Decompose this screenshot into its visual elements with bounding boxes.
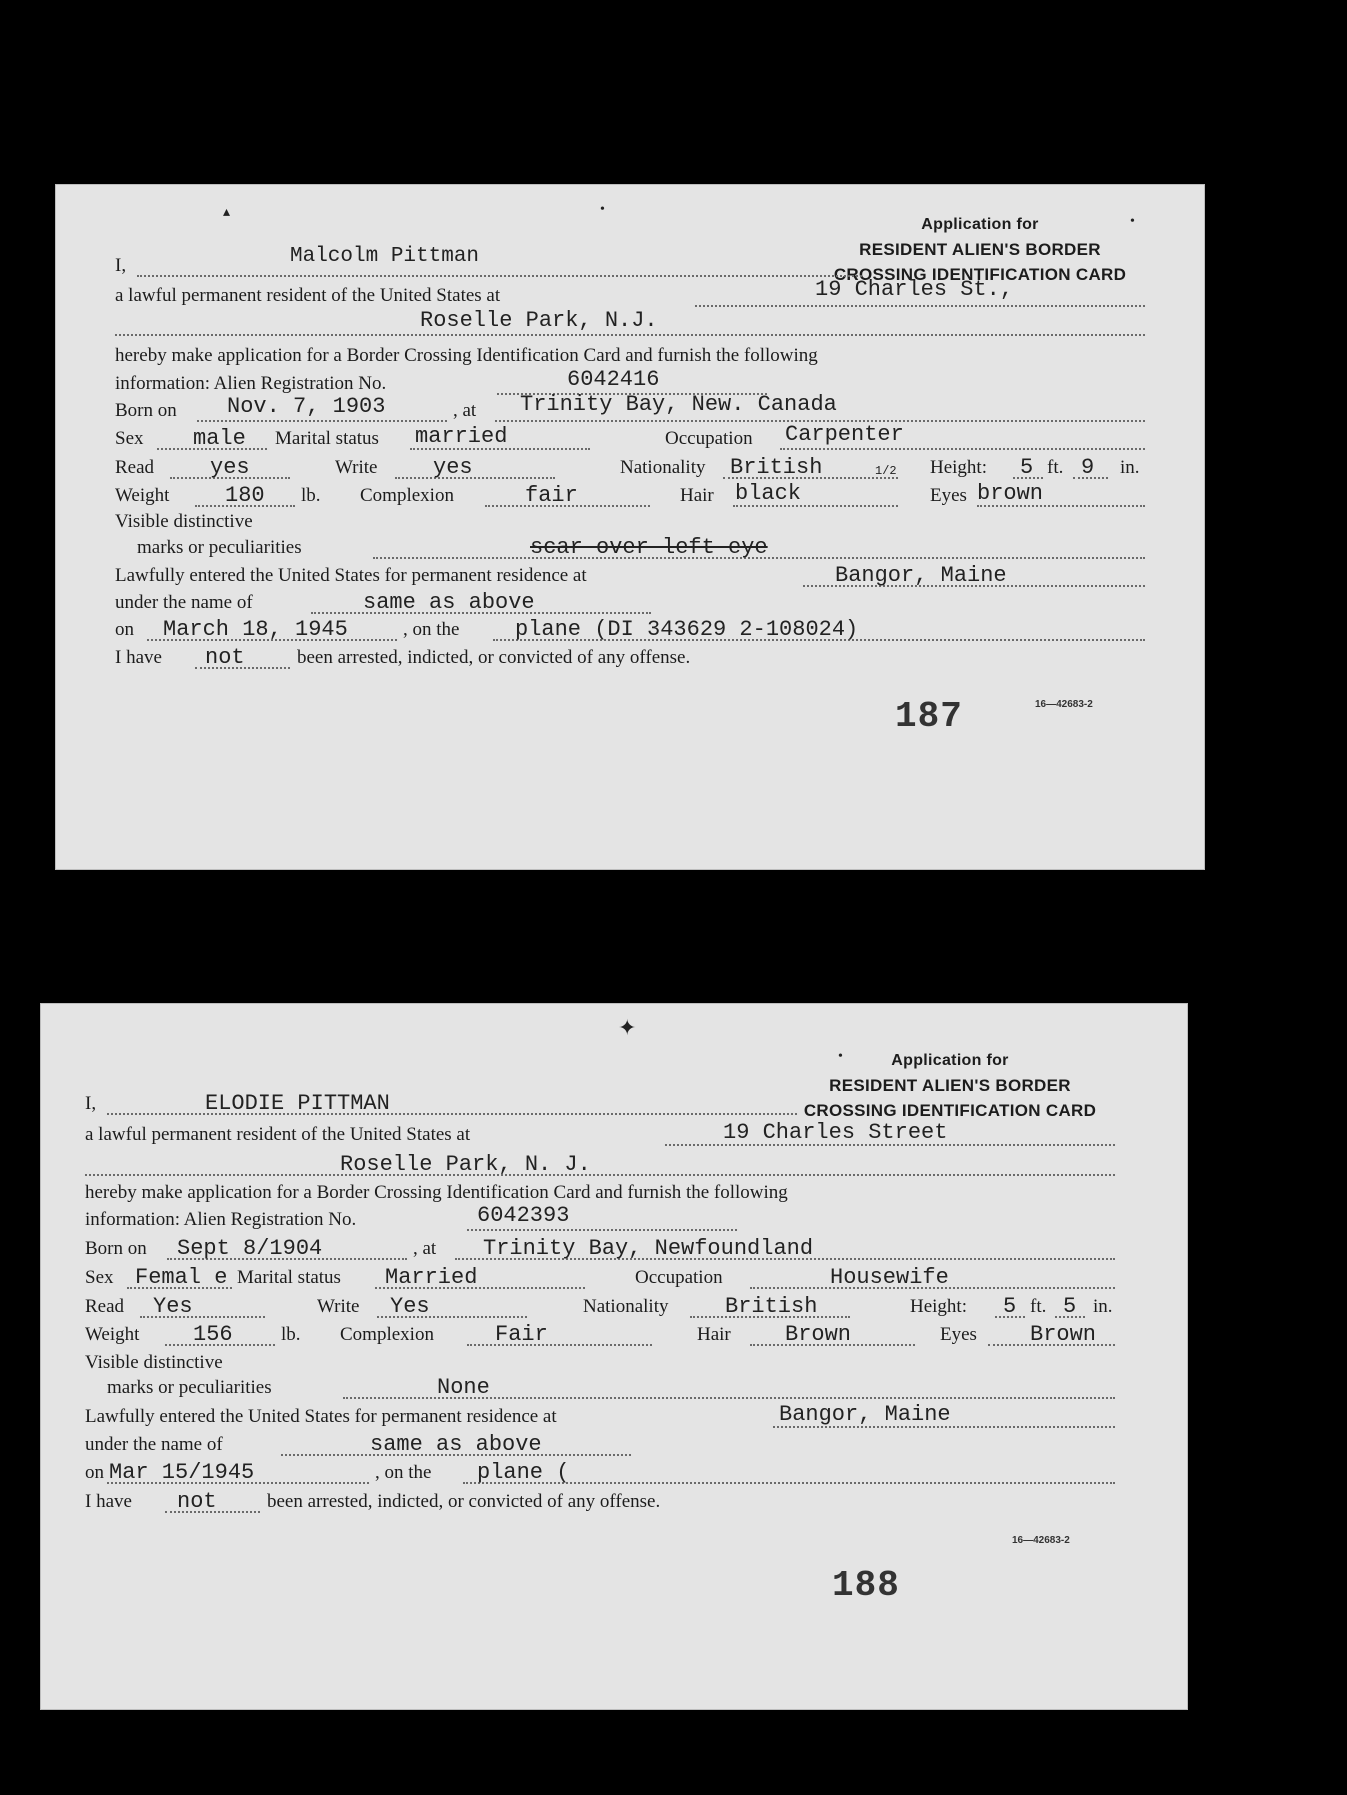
conveyance-value: plane ( <box>477 1460 570 1485</box>
conveyance-value: plane (DI 343629 2-108024) <box>515 617 859 642</box>
address-line-2: Roselle Park, N. J. <box>340 1152 591 1177</box>
stamp-number: 188 <box>832 1565 900 1606</box>
label-sex: Sex <box>115 428 144 449</box>
application-card-187 <box>55 184 1205 870</box>
label-i: I, <box>115 255 127 276</box>
header-line-3: CROSSING IDENTIFICATION CARD <box>803 1101 1097 1120</box>
sex-marital-row <box>115 422 1145 453</box>
occupation-line <box>780 448 1145 450</box>
header-line-2: RESIDENT ALIEN'S BORDER <box>859 240 1101 259</box>
nationality-value: British <box>730 455 823 480</box>
entry-name-value: same as above <box>370 1432 542 1457</box>
born-row <box>85 1235 1115 1263</box>
address-line-2: Roselle Park, N.J. <box>420 308 658 333</box>
label-write: Write <box>317 1296 360 1317</box>
label-read: Read <box>85 1296 125 1317</box>
address-line <box>695 305 1145 307</box>
header-line-2: RESIDENT ALIEN'S BORDER <box>829 1076 1071 1095</box>
label-nationality: Nationality <box>620 457 706 478</box>
address-row-2 <box>115 308 1145 339</box>
address-line-1: 19 Charles Street <box>723 1120 948 1145</box>
label-nationality: Nationality <box>583 1296 669 1317</box>
application-card-188 <box>40 1003 1188 1710</box>
birth-place: Trinity Bay, New. Canada <box>520 392 837 417</box>
label-arrested-statement: been arrested, indicted, or convicted of any offense. <box>267 1491 661 1512</box>
under-name-row <box>115 589 715 617</box>
label-hair: Hair <box>697 1324 731 1345</box>
address-line-2-dots <box>115 334 1145 336</box>
weight-complexion-row <box>115 482 1145 510</box>
birth-date: Nov. 7, 1903 <box>227 394 386 419</box>
stamp-number: 187 <box>895 696 963 737</box>
read-write-row <box>115 454 1145 482</box>
marital-status-value: married <box>415 424 508 449</box>
label-on-the: , on the <box>375 1462 432 1483</box>
write-line <box>395 477 555 479</box>
label-read: Read <box>115 457 155 478</box>
address-row <box>115 277 1145 310</box>
label-hair: Hair <box>680 485 714 506</box>
birth-place: Trinity Bay, Newfoundland <box>483 1236 814 1261</box>
label-eyes: Eyes <box>940 1324 977 1345</box>
applicant-name: Malcolm Pittman <box>290 245 480 268</box>
label-lawful-resident: a lawful permanent resident of the United States at <box>85 1124 471 1145</box>
hereby-row <box>85 1179 1125 1207</box>
label-i: I, <box>85 1093 97 1114</box>
born-date-line <box>197 420 447 422</box>
port-of-entry: Bangor, Maine <box>779 1402 951 1427</box>
label-ft: ft. <box>1030 1296 1047 1317</box>
ink-speck: • <box>838 1049 843 1064</box>
alien-registration-row <box>85 1203 1115 1234</box>
marks-row <box>115 534 1145 562</box>
lawfully-entered-row <box>85 1403 1115 1431</box>
lawfully-entered-row <box>115 562 1145 590</box>
hereby-row <box>115 342 1155 370</box>
name-row <box>85 1090 835 1118</box>
label-at: , at <box>413 1238 437 1259</box>
label-height: Height: <box>930 457 987 478</box>
complexion-value: fair <box>525 483 578 508</box>
label-weight: Weight <box>115 485 170 506</box>
arrest-statement-row <box>115 644 915 672</box>
ink-speck: ▴ <box>223 205 231 220</box>
marks-value: None <box>437 1375 490 1400</box>
name-line <box>137 275 862 277</box>
applicant-name: ELODIE PITTMAN <box>205 1091 390 1116</box>
marks-value: scar over left eye <box>530 535 768 560</box>
label-lawful-resident: a lawful permanent resident of the United States at <box>115 285 501 306</box>
nationality-value: British <box>725 1294 818 1319</box>
header-line-1: Application for <box>891 1052 1009 1069</box>
port-of-entry: Bangor, Maine <box>835 563 1007 588</box>
ink-speck: • <box>1130 214 1135 229</box>
under-name-row <box>85 1431 685 1459</box>
occupation-value: Carpenter <box>785 422 904 447</box>
name-row <box>115 245 865 280</box>
height-feet: 5 <box>1003 1294 1017 1319</box>
label-complexion: Complexion <box>360 485 454 506</box>
label-complexion: Complexion <box>340 1324 434 1345</box>
label-height: Height: <box>910 1296 967 1317</box>
born-row <box>115 392 1145 425</box>
label-on-the: , on the <box>403 619 460 640</box>
card-header <box>825 212 1135 287</box>
label-hereby: hereby make application for a Border Crossing Identification Card and furnish the following <box>85 1182 788 1203</box>
visible-distinctive-row <box>85 1349 485 1377</box>
address-line-1: 19 Charles St., <box>815 277 1014 302</box>
complexion-value: Fair <box>495 1322 548 1347</box>
header-line-1: Application for <box>921 216 1039 233</box>
label-marks-peculiarities: marks or peculiarities <box>107 1377 272 1398</box>
label-born-on: Born on <box>85 1238 147 1259</box>
height-feet: 5 <box>1020 455 1034 480</box>
address-line-2-dots <box>85 1174 1115 1176</box>
label-i-have: I have <box>85 1491 132 1512</box>
label-arrested-statement: been arrested, indicted, or convicted of any offense. <box>297 647 691 668</box>
alien-registration-number: 6042393 <box>477 1203 570 1228</box>
nationality-fraction: 1/2 <box>875 464 897 478</box>
read-value: Yes <box>153 1294 193 1319</box>
eyes-value: Brown <box>1030 1322 1097 1347</box>
label-alien-registration: information: Alien Registration No. <box>85 1209 357 1230</box>
label-alien-registration: information: Alien Registration No. <box>115 373 387 394</box>
address-row <box>85 1121 1115 1149</box>
label-lawfully-entered: Lawfully entered the United States for permanent residence at <box>115 565 587 586</box>
alien-registration-number: 6042416 <box>567 367 660 392</box>
label-i-have: I have <box>115 647 162 668</box>
arrest-statement-row <box>85 1488 885 1516</box>
read-write-row <box>85 1293 1115 1321</box>
ink-speck: ✦ <box>618 1015 637 1040</box>
marks-row <box>85 1374 1115 1402</box>
sex-value: male <box>193 426 246 451</box>
label-marital-status: Marital status <box>275 428 379 449</box>
hair-value: Brown <box>785 1322 852 1347</box>
weight-value: 180 <box>225 483 265 508</box>
label-visible-distinctive: Visible distinctive <box>115 511 253 532</box>
entry-name-value: same as above <box>363 590 535 615</box>
entry-date: Mar 15/1945 <box>109 1460 255 1485</box>
sex-value: Femal e <box>135 1265 228 1290</box>
read-value: yes <box>210 455 250 480</box>
address-row-2 <box>85 1151 1115 1179</box>
label-write: Write <box>335 457 378 478</box>
entry-date-row <box>85 1459 1115 1487</box>
label-sex: Sex <box>85 1267 114 1288</box>
label-lb: lb. <box>301 485 321 506</box>
write-value: yes <box>433 455 473 480</box>
weight-complexion-row <box>85 1321 1115 1349</box>
label-lawfully-entered: Lawfully entered the United States for permanent residence at <box>85 1406 557 1427</box>
label-marks-peculiarities: marks or peculiarities <box>137 537 302 558</box>
label-at: , at <box>453 400 477 421</box>
label-in: in. <box>1120 457 1140 478</box>
ink-speck: • <box>600 202 605 217</box>
label-visible-distinctive: Visible distinctive <box>85 1352 223 1373</box>
sex-marital-row <box>85 1264 1115 1292</box>
write-value: Yes <box>390 1294 430 1319</box>
form-number: 16—42683-2 <box>1012 1535 1070 1546</box>
label-eyes: Eyes <box>930 485 967 506</box>
label-marital-status: Marital status <box>237 1267 341 1288</box>
height-inches: 5 <box>1063 1294 1077 1319</box>
label-ft: ft. <box>1047 457 1064 478</box>
occupation-value: Housewife <box>830 1265 949 1290</box>
marital-status-value: Married <box>385 1265 478 1290</box>
label-under-name: under the name of <box>115 592 253 613</box>
weight-value: 156 <box>193 1322 233 1347</box>
label-in: in. <box>1093 1296 1113 1317</box>
label-occupation: Occupation <box>635 1267 723 1288</box>
form-number: 16—42683-2 <box>1035 699 1093 710</box>
label-hereby: hereby make application for a Border Crossing Identification Card and furnish the following <box>115 345 818 366</box>
not-value: not <box>177 1489 217 1514</box>
label-born-on: Born on <box>115 400 177 421</box>
birth-date: Sept 8/1904 <box>177 1236 323 1261</box>
entry-date-row <box>115 616 1145 644</box>
label-on: on <box>85 1462 104 1483</box>
label-on: on <box>115 619 134 640</box>
label-lb: lb. <box>281 1324 301 1345</box>
entry-date: March 18, 1945 <box>163 617 348 642</box>
height-inches: 9 <box>1081 455 1095 480</box>
header-line-3: CROSSING IDENTIFICATION CARD <box>833 265 1127 284</box>
not-value: not <box>205 645 245 670</box>
hair-value: black <box>735 481 802 506</box>
visible-distinctive-row <box>115 508 515 536</box>
label-weight: Weight <box>85 1324 140 1345</box>
label-occupation: Occupation <box>665 428 753 449</box>
eyes-value: brown <box>977 481 1044 506</box>
alien-no-line <box>467 1229 737 1231</box>
label-under-name: under the name of <box>85 1434 223 1455</box>
